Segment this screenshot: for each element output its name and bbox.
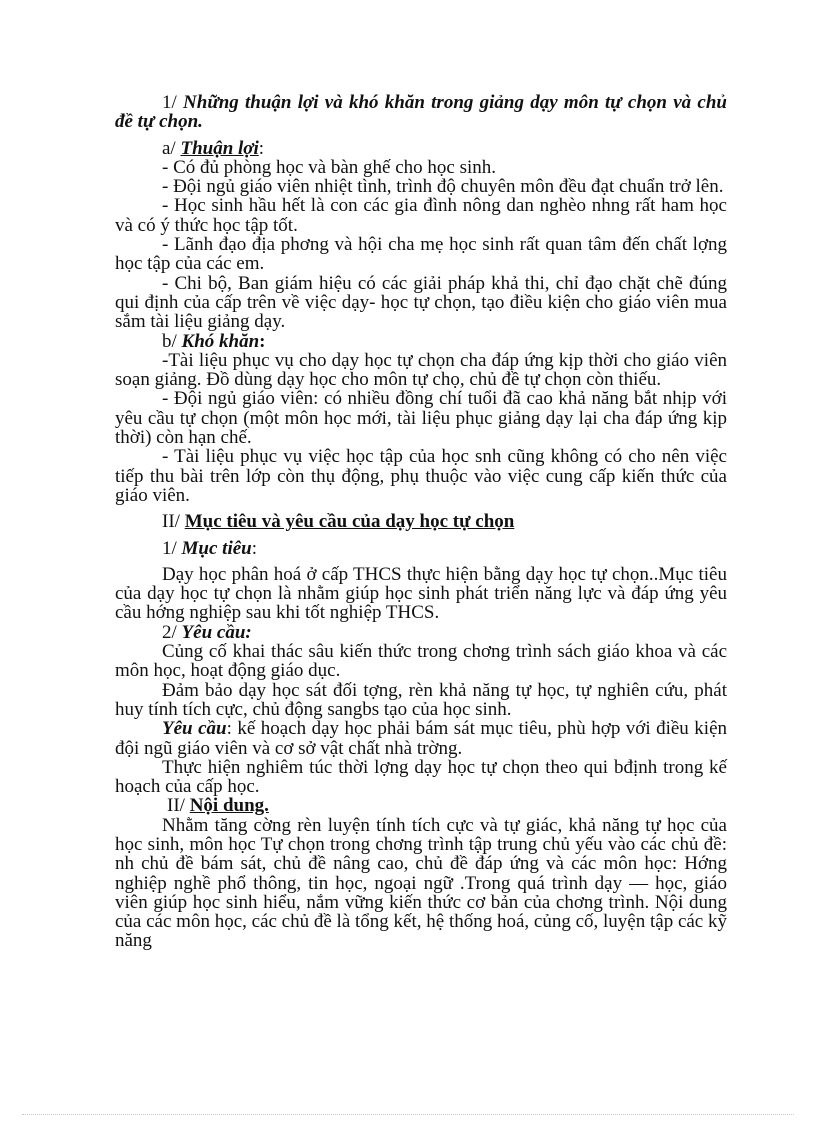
section-3-number: II/ xyxy=(167,795,190,817)
difficulty-item: - Tài liệu phục vụ việc học tập của học snh cũng không có cho nên việc tiếp thu bài trên lớp còn thụ động, phụ thuộc vào việc cung cấp kiến thức của giáo viên. xyxy=(115,446,727,506)
document-page xyxy=(115,93,727,951)
advantage-item: - Học sinh hầu hết là con các gia đình nông dan nghèo nhng rất ham học và có ý thức học tập tốt. xyxy=(115,195,727,236)
advantage-item: - Chi bộ, Ban giám hiệu có các giải pháp khả thi, chỉ đạo chặt chẽ đúng qui định của cấp trên về việc dạy- học tự chọn, tạo điều kiện cho giáo viên mua sắm tài liệu giảng dạy. xyxy=(115,272,727,333)
requirements-paragraph: Thực hiện nghiêm túc thời lợng dạy học tự chọn theo qui bđịnh trong kế hoạch của cấp học. xyxy=(115,756,727,798)
advantage-item: - Đội ngủ giáo viên nhiệt tình, trình độ chuyên môn đều đạt chuẩn trở lên. xyxy=(162,176,724,198)
goals-label: Mục tiêu xyxy=(181,537,252,559)
difficulty-item: -Tài liệu phục vụ cho dạy học tự chọn cha đáp ứng kịp thời cho giáo viên soạn giảng. Đồ dùng dạy học cho môn tự chọ, chủ đề tự chọn còn thiếu. xyxy=(115,349,727,391)
advantages-heading xyxy=(115,139,727,158)
difficulties-prefix: b/ xyxy=(162,330,182,352)
section-2-number: II/ xyxy=(162,511,185,533)
requirements-paragraph: Đảm bảo dạy học sát đối tợng, rèn khả năng tự học, tự nghiên cứu, phát huy tính tích cực, chủ động sangbs tạo của học sinh. xyxy=(115,679,727,720)
section-3-text: Nhằm tăng cờng rèn luyện tính tích cực và tự giác, khả năng tự học của học sinh, môn học Tự chọn trong chơng trình tập trung chủ yếu vào các chủ đề: nh chủ đề bám sát, chủ đề nâng cao, chủ đề đáp ứng và các môn học: Hớng nghiệp nghề phổ thông, tin học, ngoại ngữ .Trong quá trình dạy — học, giáo viên giúp học sinh hiểu, nắm vững kiến thức cơ bản của chơng trình. Nội dung của các môn học, các chủ đề là tổng kết, hệ thống hoá, củng cố, luyện tập các kỹ năng xyxy=(115,814,727,952)
section-3-title: Nội dung. xyxy=(189,795,269,817)
goals-text: Dạy học phân hoá ở cấp THCS thực hiện bằng dạy học tự chọn..Mục tiêu của dạy học tự chọn là nhằm giúp học sinh phát triển năng lực và đáp ứng yêu cầu hớng nghiệp sau khi tốt nghiệp THCS. xyxy=(115,563,727,624)
advantages-label: Thuận lợi xyxy=(180,137,259,159)
difficulty-item: - Đội ngủ giáo viên: có nhiều đồng chí tuổi đã cao khả năng bắt nhịp với yêu cầu tự chọn (một môn học mới, tài liệu phục giảng dạy lại cha đáp ứng kịp thời) còn hạn chế. xyxy=(115,388,727,449)
page-bottom-divider xyxy=(22,1114,794,1115)
requirements-paragraph: Củng cố khai thác sâu kiến thức trong chơng trình sách giáo khoa và các môn học, hoạt động giáo dục. xyxy=(115,641,727,682)
difficulties-suffix: : xyxy=(259,330,266,352)
advantages-suffix: : xyxy=(258,137,265,159)
goals-prefix: 1/ xyxy=(162,537,182,559)
requirements-paragraph xyxy=(115,719,727,758)
difficulties-label: Khó khăn xyxy=(181,330,260,352)
advantage-item: - Lãnh đạo địa phơng và hội cha mẹ học sinh rất quan tâm đến chất lợng học tập của các em. xyxy=(115,234,727,275)
section-2-heading xyxy=(115,512,727,531)
advantages-prefix: a/ xyxy=(162,137,181,159)
requirements-inline-text: : kế hoạch dạy học phải bám sát mục tiêu, phù hợp với điều kiện đội ngũ giáo viên và cơ sở vật chất nhà trờng. xyxy=(115,718,727,759)
section-2-title: Mục tiêu và yêu cầu của dạy học tự chọn xyxy=(184,511,515,533)
section-1-title: Những thuận lợi và khó khăn trong giảng dạy môn tự chọn và chủ đề tự chọn. xyxy=(115,92,727,133)
requirements-inline-label: Yêu cầu xyxy=(162,718,227,740)
requirements-label: Yêu cầu: xyxy=(181,621,252,643)
requirements-prefix: 2/ xyxy=(162,621,182,643)
goals-heading xyxy=(115,539,727,558)
advantage-item: - Có đủ phòng học và bàn ghế cho học sinh. xyxy=(162,156,497,178)
section-1-heading xyxy=(115,93,727,132)
goals-suffix: : xyxy=(251,537,258,559)
section-1-number: 1/ xyxy=(162,92,184,113)
requirements-heading xyxy=(115,623,727,642)
difficulties-heading xyxy=(115,332,727,351)
section-3-heading xyxy=(115,796,727,815)
